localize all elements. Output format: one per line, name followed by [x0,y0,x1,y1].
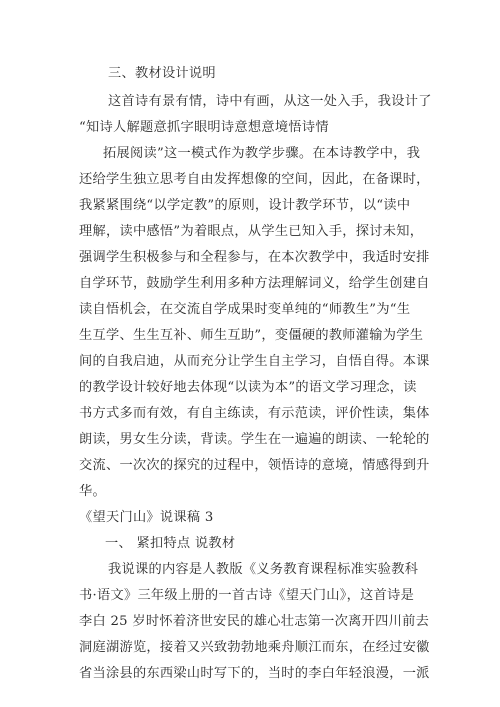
text-line: 省当涂县的东西梁山时写下的，当时的李白年轻浪漫，一派 [79,666,430,681]
text-line: 自学环节，鼓励学生利用多种方法理解词义，给学生创建自 [79,276,430,291]
text-line: 华。 [79,484,106,499]
document-title: 《望天门山》说课稿 3 [79,510,214,525]
text-line: “知诗人解题意抓字眼明诗意想意境悟诗情 [79,120,329,135]
text-line: 李白 25 岁时怀着济世安民的雄心壮志第一次离开四川前去 [79,614,430,629]
text-line: 洞庭湖游览，接着又兴致勃勃地乘舟顺江而东，在经过安徽 [79,640,430,655]
text-line: 这首诗有景有情，诗中有画，从这一处入手，我设计了 [108,94,432,109]
text-line: 的教学设计较好地去体现“以读为本”的语文学习理念，读 [79,380,417,395]
text-line: 生互学、生生互补、师生互助”，变僵硬的教师灌输为学生 [79,328,424,343]
subheading: 一、 紧扣特点 说教材 [105,536,236,551]
text-line: 读自悟机会，在交流自学成果时变单纯的“师教生”为“生 [79,302,411,317]
section-heading: 三、教材设计说明 [108,66,216,81]
text-line: 书·语文》三年级上册的一首古诗《望天门山》，这首诗是 [79,588,415,603]
text-line: 我说课的内容是人教版《义务教育课程标准实验教科 [108,562,419,577]
text-line: 拓展阅读”这一模式作为教学步骤。在本诗教学中，我 [103,146,421,161]
text-line: 朗读，男女生分读，背读。学生在一遍遍的朗读、一轮轮的 [79,432,430,447]
text-line: 我紧紧围绕“以学定教”的原则，设计教学环节，以“读中 [79,198,411,213]
text-line: 还给学生独立思考自由发挥想像的空间，因此，在备课时， [79,172,430,187]
text-line: 间的自我启迪，从而充分让学生自主学习，自悟自得。本课 [79,354,430,369]
text-line: 强调学生积极参与和全程参与，在本次教学中，我适时安排 [79,250,430,265]
text-line: 书方式多而有效，有自主练读，有示范读，评价性读，集体 [79,406,430,421]
text-line: 理解，读中感悟”为着眼点，从学生已知入手，探讨未知， [79,224,424,239]
text-line: 交流、一次次的探究的过程中，领悟诗的意境，情感得到升 [79,458,430,473]
